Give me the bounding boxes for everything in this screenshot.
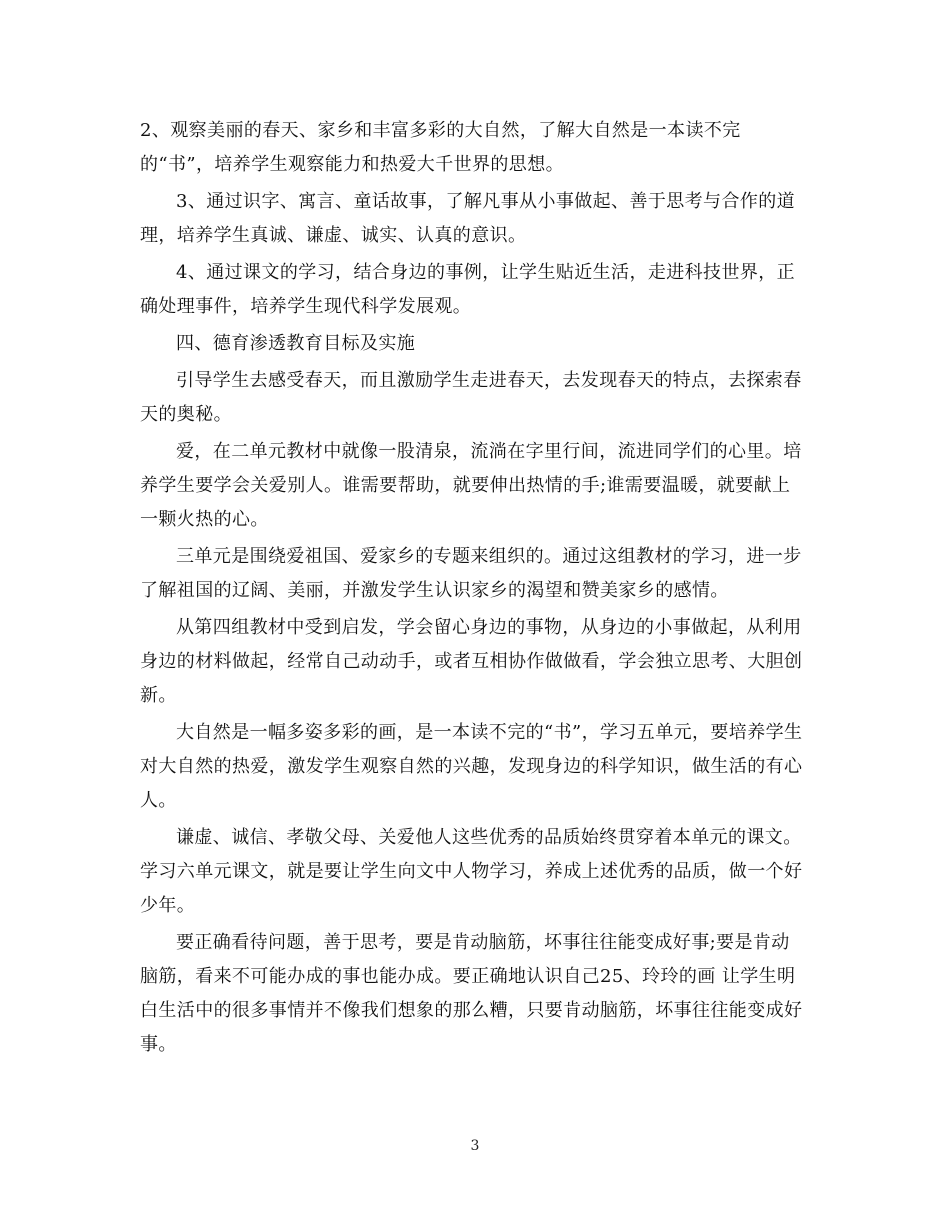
text-line: 新。 — [140, 685, 177, 706]
text-line: 事。 — [140, 1034, 177, 1055]
text-line: 2、观察美丽的春天、家乡和丰富多彩的大自然，了解大自然是一本读不完 — [140, 120, 741, 141]
document-body — [140, 114, 812, 1062]
page-number: 3 — [470, 1138, 480, 1154]
text-line: 从第四组教材中受到启发，学会留心身边的事物，从身边的小事做起，从利用 — [176, 617, 802, 638]
text-line: 白生活中的很多事情并不像我们想象的那么糟，只要肯动脑筋，坏事往往能变成好 — [140, 1000, 803, 1021]
section-heading: 四、德育渗透教育目标及实施 — [176, 333, 416, 354]
text-line: 身边的材料做起，经常自己动动手，或者互相协作做做看，学会独立思考、大胆创 — [140, 651, 803, 672]
text-line: 的“书”，培养学生观察能力和热爱大千世界的思想。 — [140, 154, 565, 175]
text-line: 一颗火热的心。 — [140, 509, 269, 530]
text-line: 人。 — [140, 790, 177, 811]
text-line: 谦虚、诚信、孝敬父母、关爱他人这些优秀的品质始终贯穿着本单元的课文。 — [176, 827, 802, 848]
text-line: 少年。 — [140, 895, 196, 916]
text-line: 三单元是围绕爱祖国、爱家乡的专题来组织的。通过这组教材的学习，进一步 — [176, 546, 802, 567]
text-line: 爱，在二单元教材中就像一股清泉，流淌在字里行间，流进同学们的心里。培 — [176, 441, 802, 462]
text-line: 脑筋，看来不可能办成的事也能办成。要正确地认识自己25、玲玲的画 让学生明 — [140, 966, 796, 987]
text-line: 理，培养学生真诚、谦虚、诚实、认真的意识。 — [140, 225, 527, 246]
text-line: 大自然是一幅多姿多彩的画，是一本读不完的“书”，学习五单元，要培养学生 — [176, 722, 803, 743]
text-line: 引导学生去感受春天，而且激励学生走进春天，去发现春天的特点，去探索春 — [176, 370, 802, 391]
text-line: 要正确看待问题，善于思考，要是肯动脑筋，坏事往往能变成好事;要是肯动 — [176, 932, 790, 953]
text-line: 确处理事件，培养学生现代科学发展观。 — [140, 296, 472, 317]
text-line: 天的奥秘。 — [140, 404, 232, 425]
text-line: 养学生要学会关爱别人。谁需要帮助，就要伸出热情的手;谁需要温暖，就要献上 — [140, 475, 791, 496]
text-line: 3、通过识字、寓言、童话故事，了解凡事从小事做起、善于思考与合作的道 — [176, 191, 796, 212]
text-line: 学习六单元课文，就是要让学生向文中人物学习，养成上述优秀的品质，做一个好 — [140, 861, 803, 882]
text-line: 了解祖国的辽阔、美丽，并激发学生认识家乡的渴望和赞美家乡的感情。 — [140, 580, 729, 601]
text-line: 4、通过课文的学习，结合身边的事例，让学生贴近生活，走进科技世界，正 — [176, 262, 796, 283]
text-line: 对大自然的热爱，激发学生观察自然的兴趣，发现身边的科学知识，做生活的有心 — [140, 756, 803, 777]
